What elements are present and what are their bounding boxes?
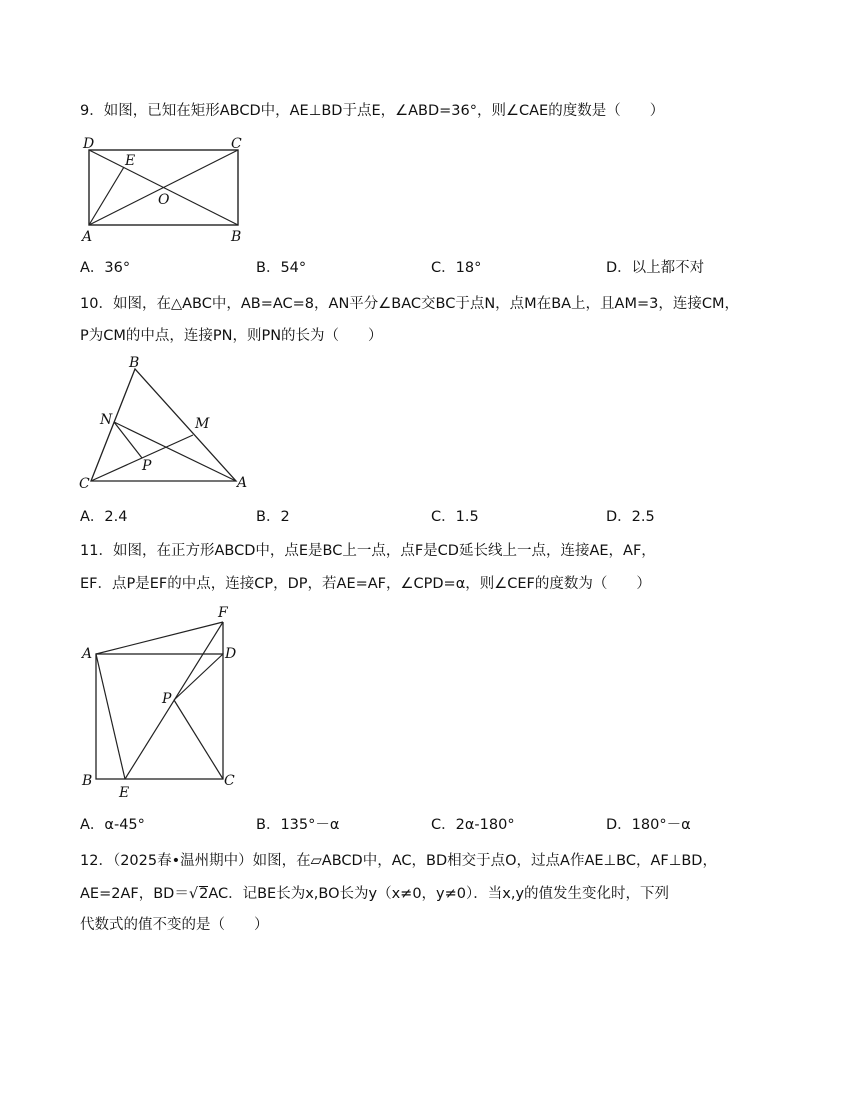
label-A: A xyxy=(82,229,93,245)
question-10-stem-2: P为CM的中点，连接PN，则PN的长为（ ） xyxy=(80,328,383,344)
label-B: B xyxy=(82,773,93,789)
question-12-stem-1: （2025春•温州期中）如图，在▱ABCD中，AC，BD相交于点O，过点A作AE⊥BC，AF⊥BD， xyxy=(112,853,717,869)
q9-option-a[interactable]: A．36° xyxy=(80,260,131,276)
question-12-number: 12． xyxy=(80,853,113,869)
label-E: E xyxy=(119,785,130,801)
q10-option-b[interactable]: B．2 xyxy=(256,509,290,525)
question-12-stem-2b: AC．记BE长为x,BO长为y（x≠0，y≠0）．当x,y的值发生变化时，下列 xyxy=(208,886,670,902)
q11-option-b[interactable]: B．135°－α xyxy=(256,817,340,833)
label-C: C xyxy=(79,476,90,492)
question-9-number: 9． xyxy=(80,103,104,119)
q10-option-d[interactable]: D．2.5 xyxy=(606,509,655,525)
q11-option-a[interactable]: A．α-45° xyxy=(80,817,145,833)
question-12-stem-2a: AE=2AF，BD＝ xyxy=(80,886,189,902)
label-A: A xyxy=(82,646,93,662)
question-12-text-line-1 xyxy=(80,852,717,870)
label-O: O xyxy=(158,192,170,208)
question-10-stem-1: 如图，在△ABC中，AB=AC=8，AN平分∠BAC交BC于点N，点M在BA上，且AM=3，连接CM， xyxy=(112,296,739,312)
sqrt-radicand: 2 xyxy=(199,886,209,902)
question-10-figure xyxy=(78,356,253,491)
q10-option-c[interactable]: C．1.5 xyxy=(431,509,479,525)
question-11-number: 11． xyxy=(80,543,113,559)
sqrt-symbol: √ xyxy=(188,886,199,902)
question-9-figure xyxy=(78,134,248,246)
q9-option-c[interactable]: C．18° xyxy=(431,260,482,276)
label-A: A xyxy=(237,475,248,491)
label-P: P xyxy=(142,458,152,474)
q10-option-a[interactable]: A．2.4 xyxy=(80,509,128,525)
label-C: C xyxy=(231,136,242,152)
question-10-text-line-1 xyxy=(80,295,739,313)
question-11-stem-2: EF．点P是EF的中点，连接CP，DP，若AE=AF，∠CPD=α，则∠CEF的度数为（ ） xyxy=(80,576,651,592)
question-9-stem: 如图，已知在矩形ABCD中，AE⊥BD于点E，∠ABD=36°，则∠CAE的度数是（ ） xyxy=(103,103,665,119)
q11-option-d[interactable]: D．180°－α xyxy=(606,817,691,833)
label-B: B xyxy=(231,229,242,245)
question-12-stem-3: 代数式的值不变的是（ ） xyxy=(80,917,269,933)
q9-option-d[interactable]: D．以上都不对 xyxy=(606,260,705,276)
question-10-number: 10． xyxy=(80,296,113,312)
question-12-text-line-2 xyxy=(80,885,669,903)
label-D: D xyxy=(83,136,95,152)
label-E: E xyxy=(125,153,136,169)
question-11-text-line-1 xyxy=(80,542,656,560)
question-11-figure xyxy=(78,602,243,802)
label-D: D xyxy=(225,646,237,662)
label-N: N xyxy=(100,412,113,428)
label-B: B xyxy=(129,355,140,371)
question-9-text xyxy=(80,102,664,120)
label-P: P xyxy=(162,691,172,707)
label-M: M xyxy=(195,416,210,432)
label-C: C xyxy=(224,773,235,789)
q11-option-c[interactable]: C．2α-180° xyxy=(431,817,515,833)
q9-option-b[interactable]: B．54° xyxy=(256,260,307,276)
question-11-stem-1: 如图，在正方形ABCD中，点E是BC上一点，点F是CD延长线上一点，连接AE，AF， xyxy=(112,543,656,559)
label-F: F xyxy=(218,605,228,621)
